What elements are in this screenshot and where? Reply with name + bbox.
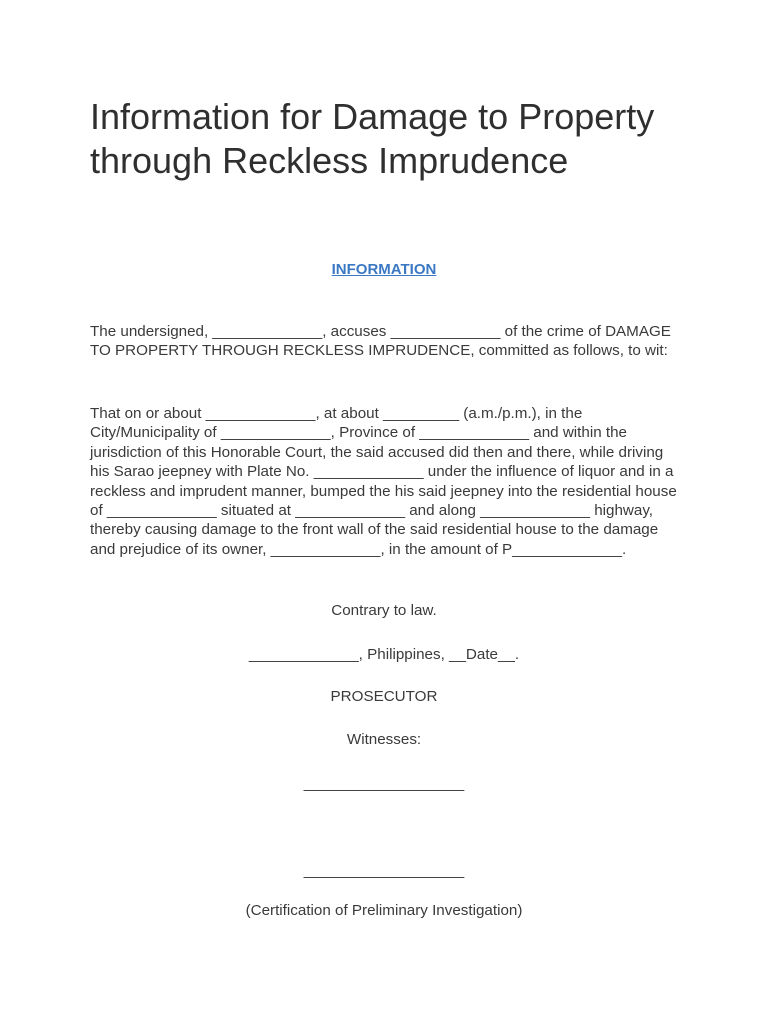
witness-signature-line-2: ___________________: [303, 862, 465, 879]
paragraph-facts: That on or about _____________, at about _________ (a.m./p.m.), in the City/Municipality of _____________, Province of _____________ and within the jurisdiction of this Honorable Court, the said accused did then and there, while driving his Sarao jeepney with Plate No. _____________ under the influence of liquor and in a reckless and imprudent manner, bumped the his said jeepney into the residential house of _____________ situated at _____________ and along _____________ highway, thereby causing damage to the front wall of the said residential house to the damage and prejudice of its owner, _____________, in the amount of P_____________.: [90, 405, 677, 558]
witnesses-label: Witnesses:: [346, 731, 422, 748]
information-heading: INFORMATION: [331, 261, 437, 278]
prosecutor-label: PROSECUTOR: [330, 688, 438, 705]
document-title: Information for Damage to Property through Reckless Imprudence: [90, 96, 655, 181]
contrary-to-law: Contrary to law.: [331, 602, 437, 619]
place-date-line: _____________, Philippines, __Date__.: [248, 646, 520, 663]
witness-signature-line-1: ___________________: [303, 775, 465, 792]
certification-note: (Certification of Preliminary Investigation): [245, 902, 523, 919]
paragraph-accusation: The undersigned, _____________, accuses _____________ of the crime of DAMAGE TO PROPERTY THROUGH RECKLESS IMPRUDENCE, committed as follows, to wit:: [90, 323, 671, 360]
